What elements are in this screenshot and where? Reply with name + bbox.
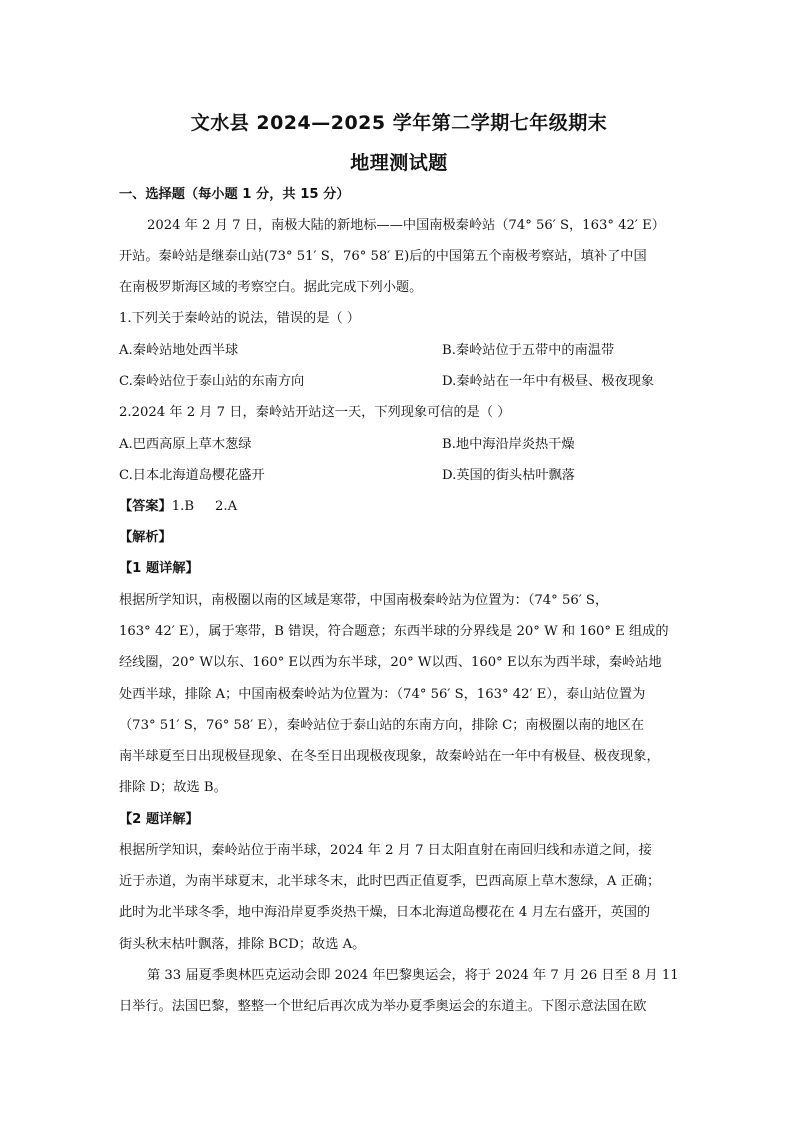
question-1-stem: 1.下列关于秦岭站的说法，错误的是（ ） [119, 311, 360, 326]
question-1-option-c: C.秦岭站位于泰山站的东南方向 [119, 374, 305, 389]
detail-1-line: （73° 51′ S，76° 58′ E），秦岭站位于泰山站的东南方向，排除 C；南极圈以南的地区在 [119, 718, 645, 733]
detail-2-line: 根据所学知识，秦岭站位于南半球，2024 年 2 月 7 日太阳直射在南回归线和赤道之间，接 [119, 843, 652, 858]
exam-subtitle: 地理测试题 [350, 152, 448, 174]
answer-line [119, 498, 237, 516]
material1-line: 2024 年 2 月 7 日，南极大陆的新地标——中国南极秦岭站（74° 56′ S，163° 42′ E） [147, 218, 665, 233]
detail-1-line: 处西半球，排除 A；中国南极秦岭站为位置为：（74° 56′ S，163° 42′ E），泰山站位置为 [119, 687, 646, 702]
material2-line: 第 33 届夏季奥林匹克运动会即 2024 年巴黎奥运会，将于 2024 年 7 月 26 日至 8 月 11 [147, 968, 679, 983]
answer-text: 1.B 2.A [171, 499, 238, 514]
answer-label: 【答案】 [119, 499, 172, 514]
section-heading: 一、选择题（每小题 1 分，共 15 分） [119, 187, 350, 202]
question-2-option-a: A.巴西高原上草木葱绿 [119, 437, 252, 452]
detail-1-line: 南半球夏至日出现极昼现象、在冬至日出现极夜现象，故秦岭站在一年中有极昼、极夜现象， [119, 749, 660, 764]
material1-line: 开站。秦岭站是继泰山站(73° 51′ S，76° 58′ E)后的中国第五个南极考察站，填补了中国 [119, 249, 647, 264]
detail-2-line: 街头秋末枯叶飘落，排除 BCD；故选 A。 [119, 937, 366, 952]
question-2-option-b: B.地中海沿岸炎热干燥 [442, 437, 575, 452]
detail-2-line: 近于赤道，为南半球夏末，北半球冬末，此时巴西正值夏季，巴西高原上草木葱绿，A 正确； [119, 874, 661, 889]
detail-1-line: 163° 42′ E），属于寒带，B 错误，符合题意；东西半球的分界线是 20° W 和 160° E 组成的 [119, 624, 669, 639]
detail-1-line: 经线圈，20° W以东、160° E以西为东半球，20° W以西、160° E以东为西半球，秦岭站地 [119, 655, 662, 670]
question-1-option-d: D.秦岭站在一年中有极昼、极夜现象 [442, 374, 655, 389]
question-1-option-a: A.秦岭站地处西半球 [119, 343, 239, 358]
material2-line: 日举行。法国巴黎，整整一个世纪后再次成为举办夏季奥运会的东道主。下图示意法国在欧 [119, 999, 647, 1014]
analysis-label: 【解析】 [119, 530, 172, 545]
detail-1-label: 【1 题详解】 [119, 561, 199, 576]
detail-1-line: 排除 D；故选 B。 [119, 780, 227, 795]
question-2-stem: 2.2024 年 2 月 7 日，秦岭站开站这一天，下列现象可信的是（ ） [119, 405, 511, 420]
detail-2-label: 【2 题详解】 [119, 812, 199, 827]
exam-title: 文水县 2024—2025 学年第二学期七年级期末 [190, 112, 608, 134]
question-2-option-c: C.日本北海道岛樱花盛开 [119, 468, 265, 483]
question-2-option-d: D.英国的街头枯叶飘落 [442, 468, 575, 483]
material1-line: 在南极罗斯海区域的考察空白。据此完成下列小题。 [119, 280, 423, 295]
question-1-option-b: B.秦岭站位于五带中的南温带 [442, 343, 615, 358]
detail-1-line: 根据所学知识，南极圈以南的区域是寒带，中国南极秦岭站为位置为：（74° 56′ S， [119, 593, 609, 608]
detail-2-line: 此时为北半球冬季，地中海沿岸夏季炎热干燥，日本北海道岛樱花在 4 月左右盛开，英国的 [119, 905, 651, 920]
